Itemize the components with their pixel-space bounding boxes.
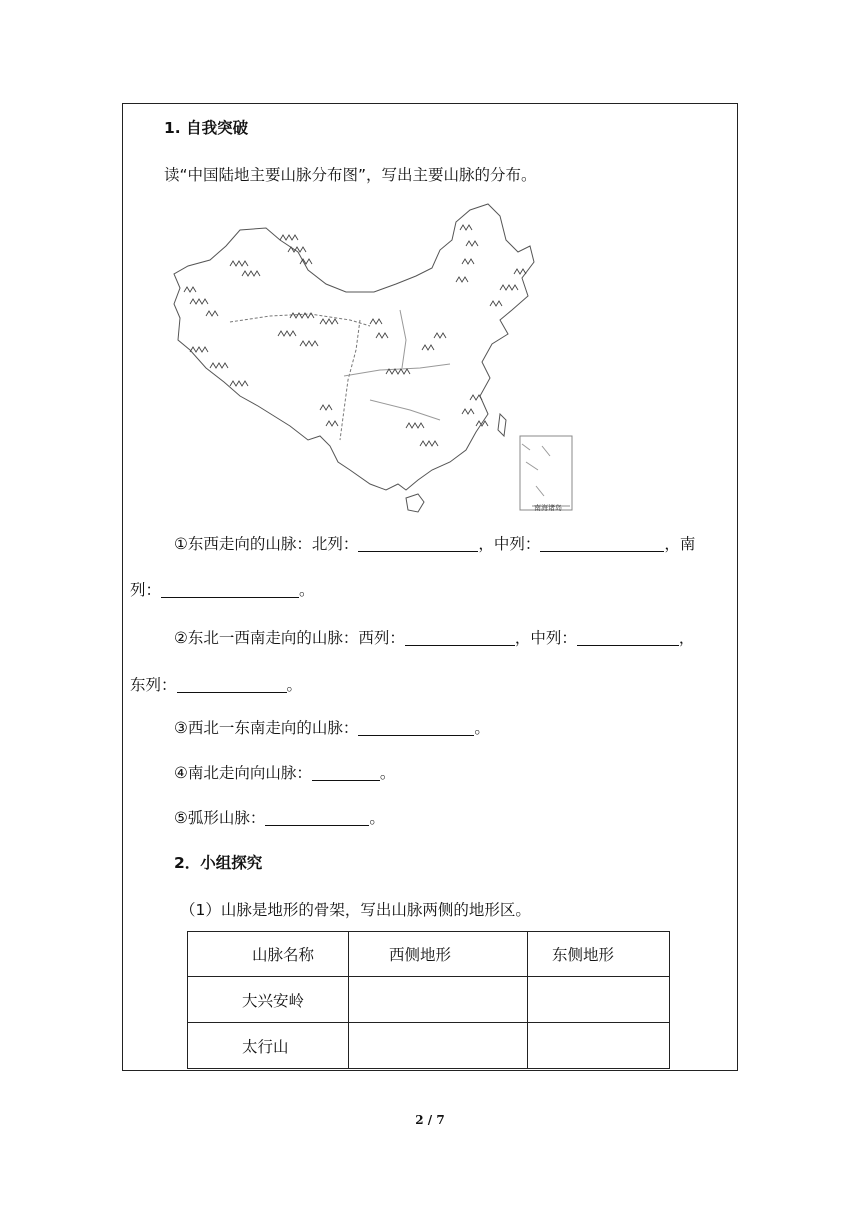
q1-blank-middle[interactable] bbox=[540, 536, 664, 552]
table-header-cell: 山脉名称 bbox=[188, 932, 349, 977]
table-cell-east[interactable] bbox=[528, 977, 670, 1023]
table-row bbox=[188, 977, 670, 1023]
q1-blank-south[interactable] bbox=[161, 582, 299, 598]
q2-blank-middle[interactable] bbox=[577, 630, 679, 646]
table-row bbox=[188, 1023, 670, 1069]
q3-line: ③西北一东南走向的山脉： 。 bbox=[174, 719, 490, 737]
hainan-outline bbox=[406, 494, 424, 512]
q2-blank-east[interactable] bbox=[177, 677, 287, 693]
q4-line: ④南北走向向山脉： 。 bbox=[174, 764, 396, 782]
q3-blank[interactable] bbox=[358, 720, 474, 736]
section1-intro: 读“中国陆地主要山脉分布图”，写出主要山脉的分布。 bbox=[164, 166, 537, 184]
table-cell-mountain: 太行山 bbox=[188, 1023, 349, 1069]
section2-title: 2．小组探究 bbox=[174, 854, 263, 872]
china-mountains-map bbox=[170, 200, 580, 518]
section1-title: 1. 自我突破 bbox=[164, 119, 249, 137]
q4-blank[interactable] bbox=[312, 765, 380, 781]
q5-line: ⑤弧形山脉： 。 bbox=[174, 809, 385, 827]
q5-blank[interactable] bbox=[265, 810, 369, 826]
table-header-cell: 西侧地形 bbox=[349, 932, 528, 977]
q2-line1: ②东北一西南走向的山脉：西列： ，中列： ， bbox=[174, 629, 695, 647]
table-cell-east[interactable] bbox=[528, 1023, 670, 1069]
table-header-row bbox=[188, 932, 670, 977]
table-header-cell: 东侧地形 bbox=[528, 932, 670, 977]
table-cell-west[interactable] bbox=[349, 977, 528, 1023]
q1-line2: 列： 。 bbox=[130, 581, 315, 599]
q2-line2: 东列： 。 bbox=[130, 676, 303, 694]
table-cell-mountain: 大兴安岭 bbox=[188, 977, 349, 1023]
section2-question: （1）山脉是地形的骨架，写出山脉两侧的地形区。 bbox=[180, 901, 531, 919]
taiwan-outline bbox=[498, 414, 506, 436]
page-number: 2 / 7 bbox=[415, 1113, 445, 1127]
mountain-terrain-table bbox=[187, 931, 670, 1069]
map-outline bbox=[174, 204, 534, 490]
q2-blank-west[interactable] bbox=[405, 630, 515, 646]
table-cell-west[interactable] bbox=[349, 1023, 528, 1069]
q1-blank-north[interactable] bbox=[358, 536, 478, 552]
map-inset-label: 南海诸岛 bbox=[534, 504, 562, 512]
q1-line1: ①东西走向的山脉：北列： ，中列： ，南 bbox=[174, 535, 696, 553]
